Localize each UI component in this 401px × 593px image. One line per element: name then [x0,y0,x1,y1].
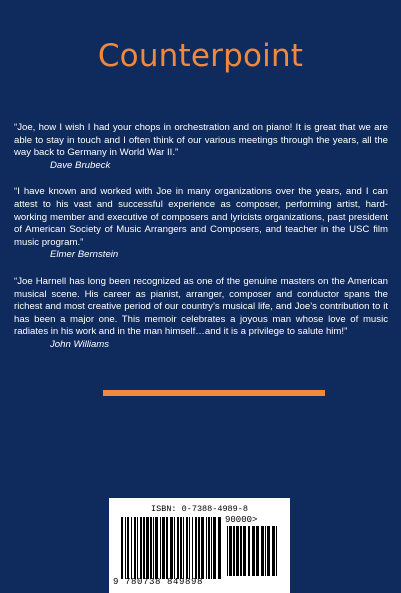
barcode-bar [134,517,136,579]
barcode-bar [213,517,216,579]
barcode-bar [140,517,142,579]
quote-brubeck [14,122,388,172]
barcode-bar [248,526,250,576]
quote-author: Dave Brubeck [50,159,111,171]
barcode-bar [186,517,188,579]
barcode-bar [137,517,138,579]
barcode-bar [233,526,235,576]
barcode-bar [121,517,123,579]
barcode-bars [121,517,221,579]
barcode-bar [155,517,158,579]
barcode-bar [208,517,210,579]
endorsement-quotes [14,122,388,366]
barcode-bar [256,526,259,576]
quote-text: “Joe, how I wish I had your chops in orchestration and on piano! It is great that we are able to stay in touch and I often think of our various meetings through the years, all the way back to Germany in World War II.” [14,122,388,159]
barcode-bar [143,517,145,579]
barcode-bar [189,517,190,579]
barcode-bar [261,526,264,576]
barcode-bar [170,517,173,579]
quote-text: “I have known and worked with Joe in many organizations over the years, and I can attest to his vast and successful experience as composer, performing artist, hard-working member and executive of composers and lyricists organizations, past president of American Society of Music Arrangers and Composers, and teacher in the USC film music program.” [14,186,388,248]
barcode-bar [218,517,221,579]
barcode-bar [160,517,161,579]
barcode-bar [198,517,200,579]
barcode-bar [229,526,232,576]
barcode-bar [206,517,207,579]
price-code-label: 90000> [225,515,258,525]
quote-text: “Joe Harnell has long been recognized as one of the genuine masters on the American musical scene. His career as pianist, arranger, composer and conductor spans the richest and most creative period of our country’s musical life, and Joe’s contribution to it has been a major one. This memoir celebrates a joyous man whose love of music radiates in his work and in the man himself…and it is a privilege to salute him!” [14,275,388,338]
isbn-barcode-box [109,498,290,593]
barcode-bar [146,517,149,579]
book-title: Counterpoint [97,38,304,74]
barcode-bar [183,517,184,579]
price-barcode-bars [227,526,277,576]
barcode-bar [240,526,242,576]
barcode-bar [153,517,154,579]
barcode-bar [150,517,152,579]
barcode-bar [125,517,126,579]
barcode-bar [265,526,266,576]
barcode-bar [236,526,239,576]
barcode-bar [227,526,228,576]
barcode-bar [180,517,182,579]
isbn-label: ISBN: 0-7388-4989-8 [151,504,248,514]
barcode-bar [177,517,179,579]
quote-bernstein [14,186,388,262]
quote-williams [14,276,388,352]
barcode-bar [131,517,132,579]
quote-author: Elmer Bernstein [50,249,119,261]
quote-author: John Williams [50,338,110,350]
barcode-bar [162,517,165,579]
barcode-bar [252,526,255,576]
orange-divider [103,390,325,396]
barcode-bar [211,517,212,579]
barcode-bar [195,517,197,579]
barcode-bar [201,517,204,579]
barcode-bar [272,526,275,576]
barcode-bar [166,517,168,579]
barcode-bar [192,517,193,579]
barcode-bar [127,517,129,579]
barcode-bar [276,526,277,576]
barcode-bar [243,526,246,576]
barcode-bar [174,517,175,579]
ean-number: 9 780738 849898 [113,577,204,587]
barcode-bar [267,526,270,576]
